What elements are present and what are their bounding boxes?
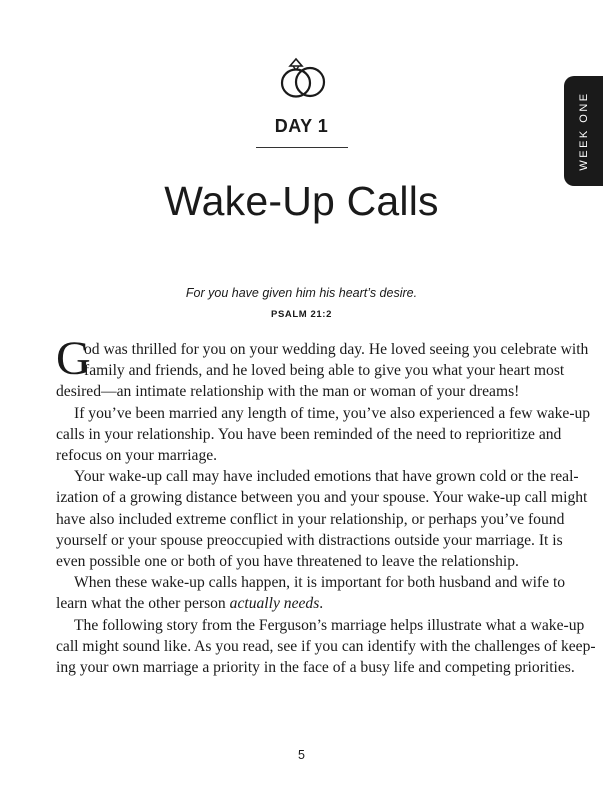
text-line: call might sound like. As you read, see if you can identify with the challenges of keep-	[56, 637, 596, 655]
text-line: ization of a growing distance between you and your spouse. Your wake-up call might	[56, 489, 588, 507]
text-line: If you’ve been married any length of time, you’ve also experienced a few wake-up	[74, 404, 591, 422]
paragraph	[56, 572, 566, 614]
text-line: calls in your relationship. You have been reminded of the need to reprioritize and	[56, 425, 562, 443]
text-line: family and friends, and he loved being able to give you what your heart most	[84, 362, 565, 380]
text-line: have also included extreme conflict in your relationship, or perhaps you’ve found	[56, 510, 565, 528]
text-line: The following story from the Ferguson’s marriage helps illustrate what a wake-up	[74, 616, 585, 634]
paragraph	[56, 466, 588, 572]
text-line: When these wake-up calls happen, it is important for both husband and wife to	[74, 574, 566, 592]
text-segment: learn what the other person	[56, 595, 230, 613]
paragraph	[56, 615, 596, 679]
drop-cap: G	[56, 332, 91, 385]
body-text	[56, 339, 596, 678]
text-line: Your wake-up call may have included emotions that have grown cold or the real-	[74, 468, 579, 486]
text-line: refocus on your marriage.	[56, 447, 218, 465]
text-segment: .	[319, 595, 324, 613]
emphasis-text: actually needs	[229, 595, 320, 613]
day-divider	[256, 147, 348, 148]
text-line: yourself or your spouse preoccupied with distractions outside your marriage. It is	[56, 531, 563, 549]
chapter-title: Wake-Up Calls	[164, 178, 439, 224]
day-label: DAY 1	[274, 116, 329, 136]
week-tab	[564, 76, 603, 186]
epigraph-quote: For you have given him his heart’s desire.	[185, 286, 418, 300]
epigraph-reference: PSALM 21:2	[271, 309, 332, 320]
text-line: desired—an intimate relationship with the man or woman of your dreams!	[56, 383, 520, 401]
text-line: even possible one or both of you have threatened to leave the relationship.	[56, 553, 519, 571]
week-tab-label: WEEK ONE	[577, 91, 590, 171]
paragraph	[56, 403, 591, 467]
wedding-rings-icon	[276, 56, 330, 100]
text-line: ing your own marriage a priority in the face of a busy life and competing priorities.	[56, 659, 575, 677]
paragraph	[56, 339, 589, 403]
text-line: od was thrilled for you on your wedding day. He loved seeing you celebrate with	[84, 341, 589, 358]
text-line	[56, 593, 558, 614]
page-number: 5	[298, 748, 305, 762]
